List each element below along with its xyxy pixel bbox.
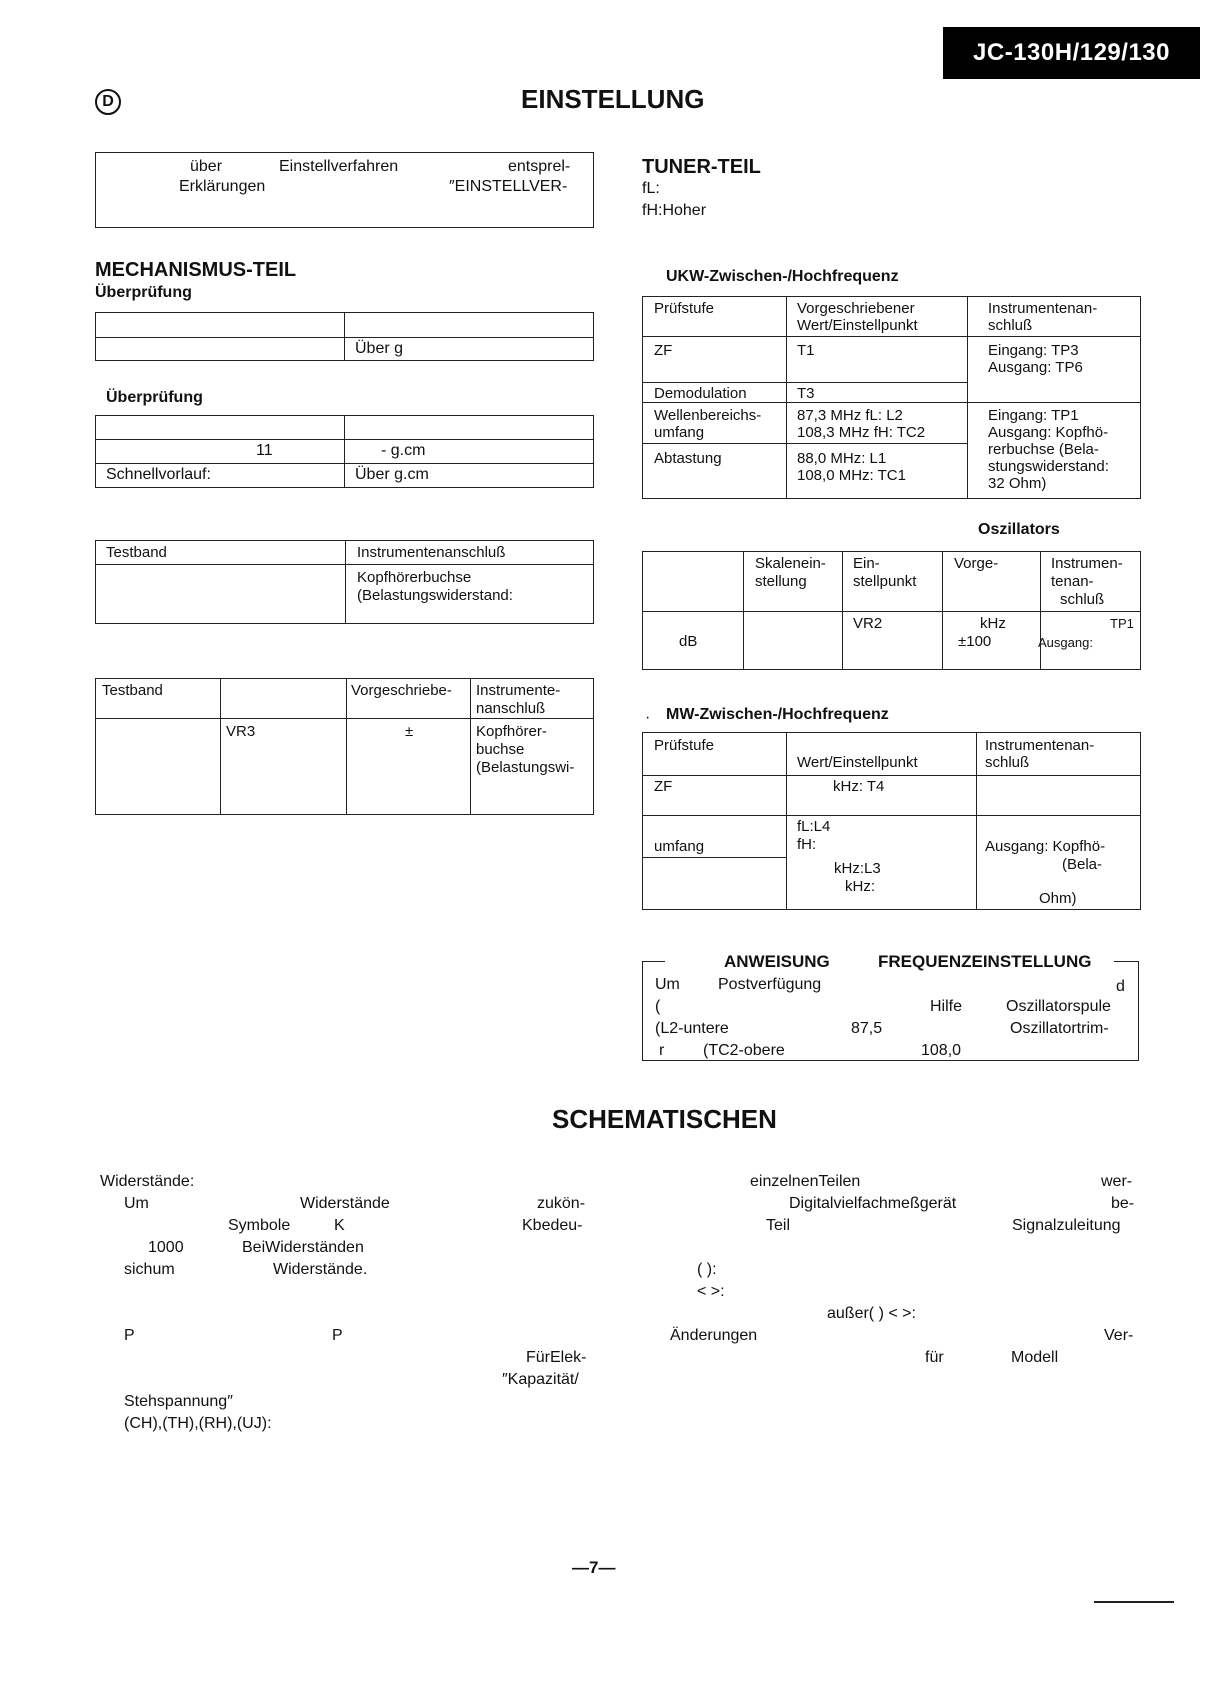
- schematic-text: Signalzuleitung: [1012, 1217, 1121, 1234]
- table-header: nanschluß: [476, 700, 546, 717]
- table-header: schluß: [988, 317, 1033, 334]
- schematic-text: Widerstände:: [100, 1173, 195, 1190]
- table-header: Prüfstufe: [654, 737, 715, 754]
- table-cell: umfang: [654, 424, 705, 441]
- note-text: 87,5: [851, 1020, 883, 1037]
- table-cell: fH:: [797, 836, 817, 853]
- note-text: Um: [655, 976, 680, 993]
- note-text: (TC2-obere: [703, 1042, 785, 1059]
- note-text: (: [655, 998, 661, 1015]
- note-text: r: [659, 1042, 665, 1059]
- note-heading: FREQUENZEINSTELLUNG: [878, 952, 1092, 971]
- table-cell: - g.cm: [381, 442, 426, 459]
- table-header: Prüfstufe: [654, 300, 715, 317]
- mechanism-heading: MECHANISMUS-TEIL: [95, 259, 297, 281]
- schematic-text: FürElek-: [526, 1349, 587, 1366]
- note-text: d: [1116, 978, 1125, 995]
- table-cell: umfang: [654, 838, 705, 855]
- table-cell: ZF: [654, 778, 673, 795]
- table-header: stellpunkt: [853, 573, 917, 590]
- schematic-text: Modell: [1011, 1349, 1059, 1366]
- schematic-text: wer-: [1101, 1173, 1133, 1190]
- table-cell: ±100: [958, 633, 992, 650]
- page-title: EINSTELLUNG: [521, 84, 705, 114]
- table-cell: kHz:: [845, 878, 875, 895]
- tuner-text: fH:Hoher: [642, 202, 707, 219]
- schematic-text: K: [334, 1217, 345, 1234]
- table-header: Instrumentenan-: [988, 300, 1098, 317]
- language-mark: D: [95, 89, 121, 115]
- footer-rule: [1094, 1601, 1174, 1603]
- table-cell: ZF: [654, 342, 673, 359]
- table-cell: Demodulation: [654, 385, 747, 402]
- schematic-text: (CH),(TH),(RH),(UJ):: [124, 1415, 272, 1432]
- schematic-heading: SCHEMATISCHEN: [552, 1104, 777, 1134]
- table-cell: T1: [797, 342, 815, 359]
- intro-text: Einstellverfahren: [279, 158, 399, 175]
- table-cell: Schnellvorlauf:: [106, 466, 211, 483]
- note-text: Oszillatorspule: [1006, 998, 1111, 1015]
- schematic-text: P: [332, 1327, 343, 1344]
- table-cell: kHz: [980, 615, 1006, 632]
- schematic-text: zukön-: [537, 1195, 586, 1212]
- table-cell: T3: [797, 385, 815, 402]
- table-header: tenan-: [1051, 573, 1094, 590]
- schematic-text: für: [925, 1349, 944, 1366]
- table-cell: dB: [679, 633, 698, 650]
- table-cell: 108,3 MHz fH: TC2: [797, 424, 926, 441]
- schematic-text: ″Kapazität/: [502, 1371, 579, 1388]
- table-header: Instrumentenanschluß: [357, 544, 506, 561]
- check-heading: Überprüfung: [95, 284, 192, 301]
- tuner-text: fL:: [642, 180, 660, 197]
- oscillator-heading: Oszillators: [978, 521, 1060, 538]
- schematic-text: be-: [1111, 1195, 1135, 1212]
- table-cell: Abtastung: [654, 450, 722, 467]
- note-box-top: [642, 961, 665, 962]
- table-cell: Über g: [355, 340, 404, 357]
- table-cell: (Belastungswiderstand:: [357, 587, 513, 604]
- table-header: schluß: [1060, 591, 1105, 608]
- schematic-text: Symbole: [228, 1217, 291, 1234]
- schematic-text: Kbedeu-: [522, 1217, 583, 1234]
- table-header: Instrumen-: [1051, 555, 1123, 572]
- note-text: Hilfe: [930, 998, 963, 1015]
- table-cell: Ausgang: Kopfhö-: [985, 838, 1106, 855]
- table-cell: (Bela-: [1062, 856, 1103, 873]
- table-cell: Ausgang:: [1038, 635, 1093, 650]
- schematic-text: Stehspannung″: [124, 1393, 233, 1410]
- table-cell: buchse: [476, 741, 525, 758]
- table-cell: 87,3 MHz fL: L2: [797, 407, 903, 424]
- table-header: Instrumente-: [476, 682, 561, 699]
- schematic-text: Änderungen: [670, 1327, 758, 1344]
- note-text: Oszillatortrim-: [1010, 1020, 1109, 1037]
- intro-text: entsprel-: [508, 158, 571, 175]
- ukw-heading: UKW-Zwischen-/Hochfrequenz: [666, 268, 899, 285]
- table-cell: VR2: [853, 615, 883, 632]
- schematic-text: 1000: [148, 1239, 184, 1256]
- schematic-text: BeiWiderständen: [242, 1239, 364, 1256]
- table-cell: Über g.cm: [355, 466, 429, 483]
- table-cell: kHz:L3: [834, 860, 881, 877]
- table-cell: (Belastungswi-: [476, 759, 575, 776]
- table-header: Testband: [102, 682, 163, 699]
- schematic-text: außer( ) < >:: [827, 1305, 916, 1322]
- intro-text: über: [190, 158, 223, 175]
- table-cell: kHz: T4: [833, 778, 885, 795]
- table-header: Vorgeschriebener: [797, 300, 915, 317]
- tuner-heading: TUNER-TEIL: [642, 156, 761, 178]
- table-cell: 108,0 MHz: TC1: [797, 467, 906, 484]
- table-cell: ±: [405, 723, 414, 740]
- table-cell: VR3: [226, 723, 256, 740]
- table-cell: Eingang: TP3: [988, 342, 1079, 359]
- bullet: ·: [645, 709, 651, 726]
- table-cell: Ohm): [1039, 890, 1077, 907]
- schematic-text: ( ):: [697, 1261, 717, 1278]
- table-header: schluß: [985, 754, 1030, 771]
- table-header: Wert/Einstellpunkt: [797, 754, 918, 771]
- table-header: Ein-: [853, 555, 880, 572]
- table-cell: Kopfhörerbuchse: [357, 569, 472, 586]
- table-cell: Kopfhörer-: [476, 723, 547, 740]
- table-cell: Wellenbereichs-: [654, 407, 762, 424]
- table-cell: TP1: [1110, 616, 1134, 631]
- table-header: stellung: [755, 573, 807, 590]
- intro-text: ″EINSTELLVER-: [449, 178, 568, 195]
- mw-heading: MW-Zwischen-/Hochfrequenz: [666, 706, 889, 723]
- schematic-text: Widerstände: [300, 1195, 390, 1212]
- table-header: Wert/Einstellpunkt: [797, 317, 918, 334]
- table-cell: Ausgang: TP6: [988, 359, 1083, 376]
- table-cell: Eingang: TP1: [988, 407, 1079, 424]
- schematic-text: P: [124, 1327, 135, 1344]
- table-header: Vorgeschriebe-: [351, 682, 452, 699]
- schematic-text: Teil: [766, 1217, 791, 1234]
- note-text: (L2-untere: [655, 1020, 729, 1037]
- page-number: —7—: [572, 1558, 616, 1577]
- schematic-text: Um: [124, 1195, 149, 1212]
- table-cell: 11: [256, 442, 273, 459]
- model-badge: JC-130H/129/130: [943, 27, 1200, 79]
- schematic-text: Widerstände.: [273, 1261, 368, 1278]
- table-header: Testband: [106, 544, 167, 561]
- table-header: Instrumentenan-: [985, 737, 1095, 754]
- intro-text: Erklärungen: [179, 178, 266, 195]
- table-cell: 32 Ohm): [988, 475, 1047, 492]
- table-cell: stungswiderstand:: [988, 458, 1109, 475]
- table-header: Skalenein-: [755, 555, 826, 572]
- schematic-text: < >:: [697, 1283, 725, 1300]
- table-header: Vorge-: [954, 555, 999, 572]
- table-cell: rerbuchse (Bela-: [988, 441, 1099, 458]
- note-heading: ANWEISUNG: [724, 952, 830, 971]
- schematic-text: Ver-: [1104, 1327, 1134, 1344]
- note-text: 108,0: [921, 1042, 962, 1059]
- note-text: Postverfügung: [718, 976, 822, 993]
- schematic-text: Digitalvielfachmeßgerät: [789, 1195, 957, 1212]
- table-cell: Ausgang: Kopfhö-: [988, 424, 1109, 441]
- schematic-text: einzelnenTeilen: [750, 1173, 861, 1190]
- table-cell: fL:L4: [797, 818, 831, 835]
- schematic-text: sichum: [124, 1261, 175, 1278]
- table-cell: 88,0 MHz: L1: [797, 450, 887, 467]
- check-heading: Überprüfung: [106, 389, 203, 406]
